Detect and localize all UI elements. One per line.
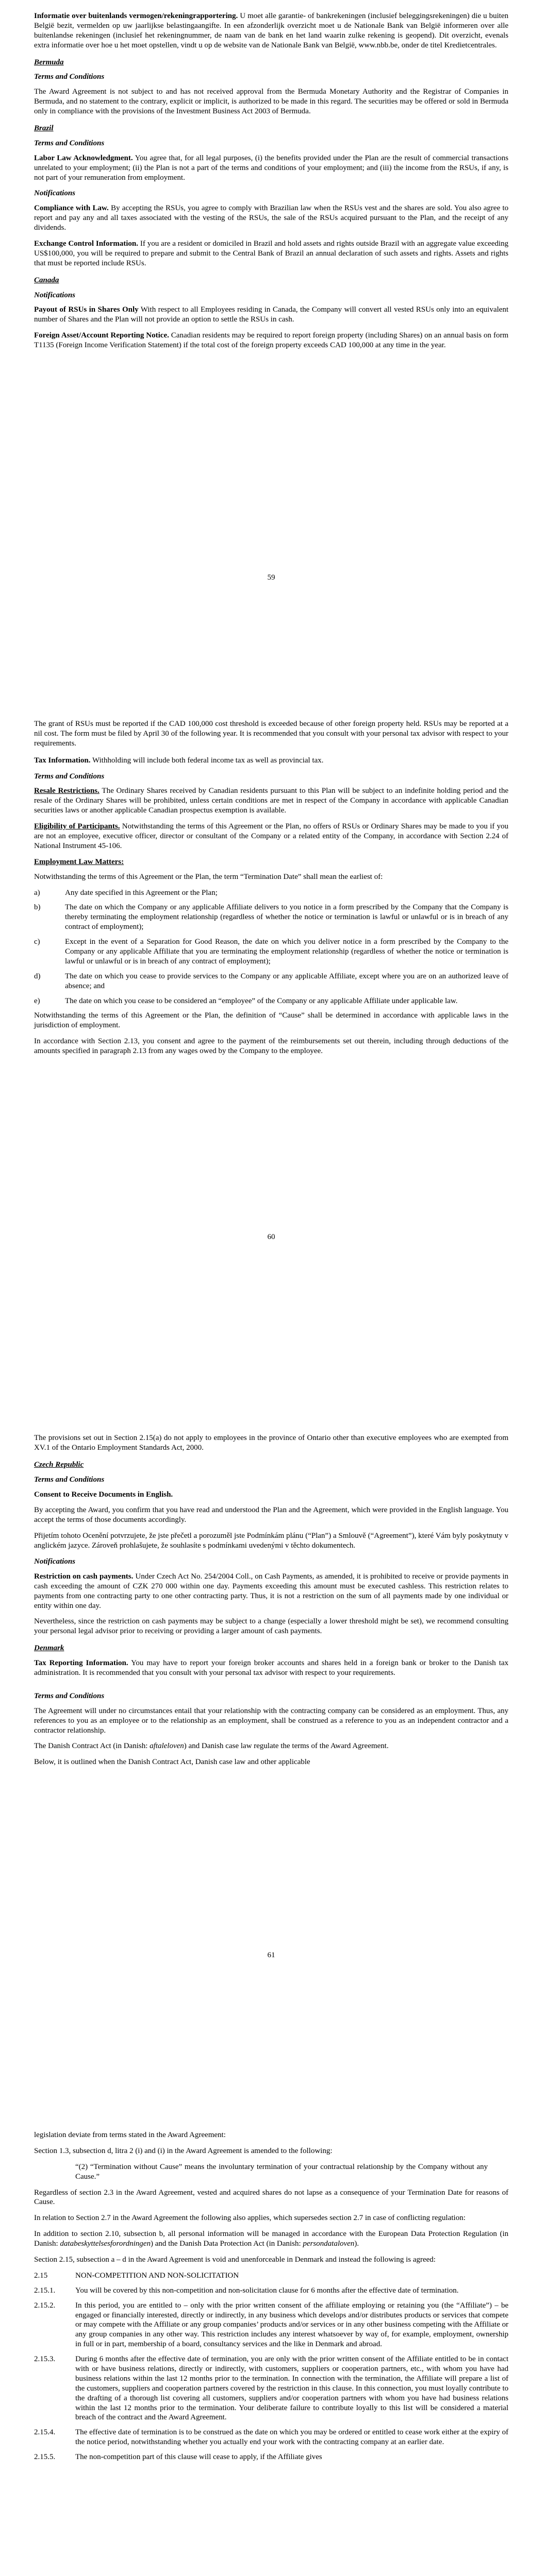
cash-restriction-lead: Restriction on cash payments. <box>34 1572 134 1581</box>
country-heading-czech-republic: Czech Republic <box>34 1460 84 1469</box>
clause-number: 2.15.4. <box>34 2428 56 2437</box>
list-item-text: The date on which the Company or any applicable Affiliate delivers to you notice in a form prescribed by the Company that the Company is thereby terminating the employment relationship (regardless of whether the notice or termination is lawful or unlawful or is in breach of any contract of employment); <box>65 903 508 931</box>
country-heading-brazil: Brazil <box>34 124 54 133</box>
bermuda-text: The Award Agreement is not subject to and has not received approval from the Bermuda Monetary Authority and the Registrar of Companies in Bermuda, and no statement to the contrary, explicit or implicit, is authorized to be made in this regard. The securities may be offered or sold in Bermuda only in compliance with the provisions of the Investment Business Act 2003 of Bermuda. <box>34 88 508 116</box>
list-item-label: b) <box>34 903 41 912</box>
termination-quote: “(2) “Termination without Cause” means the involuntary termination of your contractual relationship by the Company without any Cause.” <box>75 2162 488 2181</box>
list-item <box>34 888 508 898</box>
section-27-paragraph: In relation to Section 2.7 in the Award Agreement the following also applies, which supersedes section 2.7 in case of conflicting regulation: <box>34 2214 466 2223</box>
compliance-text: By accepting the RSUs, you agree to comply with Brazilian law when the RSUs vest and the shares are sold. You also agree to report and pay any and all taxes associated with the vesting of the RSUs, the sale of the RSUs acquired pursuant to the Plan, and the receipt of any dividends. <box>34 204 509 232</box>
page-60 <box>34 719 509 1241</box>
foreign-asset-paragraph <box>34 331 508 350</box>
country-heading-canada: Canada <box>34 276 59 284</box>
list-item-label: d) <box>34 972 41 980</box>
regardless-paragraph: Regardless of section 2.3 in the Award Agreement, vested and acquired shares do not lapse as a consequence of your Termination Date for reasons of Cause. <box>34 2188 508 2207</box>
exchange-control-lead: Exchange Control Information. <box>34 240 139 248</box>
grant-report-paragraph: The grant of RSUs must be reported if the CAD 100,000 cost threshold is exceeded because of other foreign property held. RSUs may be reported at a nil cost. The form must be filed by April 30 of the following year. It is recommended that you consult with your personal tax advisor with respect to your requirements. <box>34 720 508 748</box>
below-outline-paragraph: Below, it is outlined when the Danish Contract Act, Danish case law and other applicable <box>34 1758 310 1767</box>
foreign-account-text: U moet alle garantie- of bankrekeningen (inclusief beleggingsrekeningen) die u buiten België bezit, vermelden op uw jaarlijkse belastingaangifte. In een afzonderlijk overzicht moet u de Nationale Bank van België informeren over alle buitenlandse rekeningen (inclusief het rekeningnummer, de naam van de bank en het land waarin zulke rekening is geopend). Dit overzicht, evenals extra informatie over hoe u het moet opstellen, vindt u op de website van de Nationale Bank van België, www.nbb.be, onder de titel Kredietcentrales. <box>34 12 508 49</box>
list-item-label: a) <box>34 888 40 897</box>
page-62 <box>34 2130 508 2467</box>
contractor-paragraph: The Agreement will under no circumstances entail that your relationship with the contracting company can be considered as an employment. Thus, any references to you as an employee or to the relationship as an employment, shall be construed as a reference to you as an independent contractor and a contractor relationship. <box>34 1706 508 1735</box>
clause-number: 2.15.1. <box>34 2286 56 2295</box>
eligibility-paragraph <box>34 822 508 851</box>
cash-restriction-text: Under Czech Act No. 254/2004 Coll., on Cash Payments, as amended, it is prohibited to receive or provide payments in cash exceeding the amount of CZK 270 000 within one day. Payments exceeding this amount must be executed cashless. This restriction relates to payments from one contracting party to one other contracting party. Thus, it is not a restriction on the sum of all payments made by one individual or entity within one day. <box>34 1572 508 1610</box>
list-item <box>34 972 508 991</box>
page-number: 60 <box>267 1233 275 1241</box>
tax-reporting-lead: Tax Reporting Information. <box>34 1659 128 1668</box>
list-item <box>34 2301 508 2349</box>
tax-reporting-paragraph <box>34 1658 508 1678</box>
exchange-control-paragraph <box>34 239 508 268</box>
consent-english-paragraph: By accepting the Award, you confirm that you have read and understood the Plan and the Agreement, which were provided in the English language. You accept the terms of those documents accordingly. <box>34 1506 508 1524</box>
employment-law-heading: Employment Law Matters: <box>34 857 124 866</box>
consent-english-heading: Consent to Receive Documents in English. <box>34 1490 173 1499</box>
list-item <box>34 2452 508 2462</box>
foreign-account-info <box>34 11 508 50</box>
section-heading <box>34 2271 508 2281</box>
resale-lead: Resale Restrictions. <box>34 787 100 795</box>
brazil-notifications-heading: Notifications <box>34 189 76 198</box>
list-item <box>34 903 508 932</box>
country-heading-denmark: Denmark <box>34 1644 64 1653</box>
country-heading-bermuda: Bermuda <box>34 58 64 66</box>
eligibility-text: Notwithstanding the terms of this Agreement or the Plan, no offers of RSUs or Ordinary Shares may be made to you if you are not an employee, executive officer, director or consultant of the Company or a related entity of the Company, in accordance with Section 2.24 of National Instrument 45-106. <box>34 822 509 850</box>
page-59 <box>34 11 509 582</box>
clause-text: In this period, you are entitled to – only with the prior written consent of the affiliate employing or retaining you (the “Affiliate”) – be engaged or financially interested, directly or indirectly, in any business which develops and/or distributes products or services that compete or may compete with the Affiliate or any group companies’ products and/or services or in any other business competing with the Affiliate or any group companies in any other way. This restriction includes any interest whatsoever by way of, for example, employment, ownership in full or in part, membership of a board, consultancy services and the like in Denmark and abroad. <box>75 2301 508 2349</box>
foreign-account-lead: Informatie over buitenlands vermogen/rekeningrapportering. <box>34 12 238 20</box>
clause-number: 2.15.5. <box>34 2453 56 2462</box>
tax-info-lead: Tax Information. <box>34 756 91 765</box>
list-item-text: Except in the event of a Separation for Good Reason, the date on which you deliver notice in a form prescribed by the Company to the Company or any applicable Affiliate that you are terminating the employment relationship (regardless of whether the notice or termination is lawful or unlawful or is in breach of any contract of employment); <box>65 938 508 965</box>
section-215-paragraph: Section 2.15, subsection a – d in the Award Agreement is void and unenforceable in Denmark and instead the following is agreed: <box>34 2256 436 2264</box>
danish-contract-act-paragraph <box>34 1741 508 1751</box>
list-item <box>34 2354 508 2422</box>
gdpr-lead: In addition to section 2.10, subsection b, all personal information will be managed in accordance with the European Data Protection Regulation (in Danish: <box>34 2230 508 2248</box>
czech-notifications-heading: Notifications <box>34 1557 76 1566</box>
page-number: 59 <box>267 573 275 582</box>
section-13-paragraph: Section 1.3, subsection d, litra 2 (i) and (i) in the Award Agreement is amended to the following: <box>34 2146 333 2155</box>
list-item-label: c) <box>34 938 40 946</box>
page-61 <box>34 1433 508 1959</box>
list-item-text: Any date specified in this Agreement or the Plan; <box>65 888 218 897</box>
tax-info-paragraph <box>34 756 508 766</box>
cause-paragraph: Notwithstanding the terms of this Agreement or the Plan, the definition of “Cause” shall be determined in accordance with applicable laws in the jurisdiction of employment. <box>34 1011 508 1030</box>
list-item <box>34 2428 508 2447</box>
gdpr-mid: ) and the Danish Data Protection Act (in Danish: <box>150 2240 303 2248</box>
gdpr-tail: ). <box>354 2240 359 2248</box>
cash-nevertheless-paragraph: Nevertheless, since the restriction on cash payments may be subject to a change (especially a lower threshold might be set), we recommend consulting your personal legal advisor prior to receiving or providing a larger amount of cash payments. <box>34 1617 508 1636</box>
resale-paragraph <box>34 786 508 816</box>
tax-info-text: Withholding will include both federal income tax as well as provincial tax. <box>92 756 324 765</box>
cash-restriction-paragraph <box>34 1572 508 1611</box>
clause-list <box>34 2286 508 2462</box>
clause-text: You will be covered by this non-competition and non-solicitation clause for 6 months after the effective date of termination. <box>75 2286 459 2295</box>
compliance-lead: Compliance with Law. <box>34 204 109 213</box>
data-act-danish-term: persondataloven <box>303 2240 355 2248</box>
resale-text: The Ordinary Shares received by Canadian residents pursuant to this Plan will be subject to an indefinite holding period and the resale of the Ordinary Shares will be prohibited, unless certain conditions are met in respect of the Company in accordance with applicable Canadian securities laws or another applicable Canadian prospectus exemption is available. <box>34 787 508 815</box>
gdpr-danish-term: databeskyttelsesforordningen <box>60 2240 151 2248</box>
tax-reporting-text: You may have to report your foreign broker accounts and shares held in a foreign bank or broker to the Danish tax administration. It is recommended that you consult with your personal tax advisor with respect to your requirements. <box>34 1659 508 1677</box>
deviation-intro: legislation deviate from terms stated in the Award Agreement: <box>34 2131 226 2139</box>
clause-number: 2.15.3. <box>34 2355 56 2364</box>
denmark-terms-heading: Terms and Conditions <box>34 1691 105 1700</box>
list-item-label: e) <box>34 996 40 1005</box>
danish-contract-act-tail: ) and Danish case law regulate the terms of the Award Agreement. <box>184 1742 389 1751</box>
list-item <box>34 937 508 967</box>
czech-terms-heading: Terms and Conditions <box>34 1475 105 1484</box>
section-heading-number: 2.15 <box>34 2271 48 2280</box>
exchange-control-text: If you are a resident or domiciled in Brazil and hold assets and rights outside Brazil with an aggregate value exceeding US$100,000, you will be required to prepare and submit to the Central Bank of Brazil an annual declaration of such assets and rights. Assets and rights that must be reported include RSUs. <box>34 240 509 267</box>
clause-text: The non-competition part of this clause will cease to apply, if the Affiliate gives <box>75 2453 322 2462</box>
canada-terms-heading: Terms and Conditions <box>34 772 105 781</box>
payout-paragraph <box>34 305 508 325</box>
danish-contract-act-lead: The Danish Contract Act (in Danish: <box>34 1742 150 1751</box>
canada-notifications-heading: Notifications <box>34 291 76 299</box>
eligibility-lead: Eligibility of Participants. <box>34 822 120 831</box>
gdpr-paragraph <box>34 2229 508 2249</box>
labor-law-text: You agree that, for all legal purposes, (i) the benefits provided under the Plan are the result of commercial transactions unrelated to your employment; (ii) the Plan is not a part of the terms and conditions of your employment; and (iii) the income from the RSUs, if any, is not part of your remuneration from employment. <box>34 154 508 182</box>
termination-list <box>34 888 508 1006</box>
list-item <box>34 2286 508 2296</box>
foreign-asset-lead: Foreign Asset/Account Reporting Notice. <box>34 331 169 340</box>
reimbursement-paragraph: In accordance with Section 2.13, you consent and agree to the payment of the reimbursements set out therein, including through deductions of the amounts specified in paragraph 2.13 from any wages owed by the Company to the employee. <box>34 1037 508 1056</box>
clause-text: During 6 months after the effective date of termination, you are only with the prior written consent of the Affiliate entitled to be in contact with or have business relations, directly or indirectly, with customers, suppliers or cooperation partners, etc., with whom you have had business relations within the last 12 months prior to the termination. In connection with the termination, the Affiliate will prepare a list of the customers, suppliers and cooperation partners covered by the restriction in this clause. In this connection, you must loyally contribute to the drafting of a thorough list covering all customers, suppliers and/or cooperation partners with whom you have had business relations within the last 12 months prior to the termination. Your deliberate failure to contribute loyally to this list will be considered a material breach of the contract and the Award Agreement. <box>75 2355 508 2422</box>
payout-lead: Payout of RSUs in Shares Only <box>34 306 139 314</box>
czech-language-paragraph: Přijetím tohoto Ocenění potvrzujete, že jste přečetl a porozuměl jste Podmínkám plánu (“Plan”) a Smlouvě (“Agreement”), které Vám byly poskytnuty v anglickém jazyce. Zároveň prohlašujete, že souhlasíte s podmínkami uvedenými v těchto dokumentech. <box>34 1532 508 1550</box>
brazil-terms-heading: Terms and Conditions <box>34 139 105 147</box>
list-item-text: The date on which you cease to be considered an “employee” of the Company or any applicable Affiliate under applicable law. <box>65 996 458 1005</box>
list-item-text: The date on which you cease to provide services to the Company or any applicable Affiliate, except where you are on an authorized leave of absence; and <box>65 972 508 990</box>
termination-intro: Notwithstanding the terms of this Agreement or the Plan, the term “Termination Date” shall mean the earliest of: <box>34 872 383 881</box>
bermuda-terms-heading: Terms and Conditions <box>34 73 105 81</box>
list-item <box>34 996 508 1006</box>
labor-law-lead: Labor Law Acknowledgment. <box>34 154 133 162</box>
page-number: 61 <box>267 1951 275 1959</box>
section-heading-title: NON-COMPETITION AND NON-SOLICITATION <box>75 2271 239 2280</box>
danish-contract-act-term: aftaleloven <box>150 1742 184 1751</box>
clause-number: 2.15.2. <box>34 2301 56 2310</box>
clause-text: The effective date of termination is to be construed as the date on which you may be ordered or entitled to cease work either at the expiry of the notice period, notwithstanding whether you actually end your work with the contracting company at an earlier date. <box>75 2428 508 2447</box>
ontario-provisions-paragraph: The provisions set out in Section 2.15(a) do not apply to employees in the province of Ontario other than executive employees who are exempted from XV.1 of the Ontario Employment Standards Act, 2000. <box>34 1434 508 1452</box>
compliance-paragraph <box>34 204 508 233</box>
labor-law-paragraph <box>34 154 508 183</box>
payout-text: With respect to all Employees residing in Canada, the Company will convert all vested RSUs only into an equivalent number of Shares and the Plan will not provide an option to settle the RSUs in cash. <box>34 306 508 324</box>
foreign-asset-text: Canadian residents may be required to report foreign property (including Shares) on an annual basis on form T1135 (Foreign Income Verification Statement) if the total cost of the foreign property exceeds CAD 100,000 at any time in the year. <box>34 331 508 350</box>
